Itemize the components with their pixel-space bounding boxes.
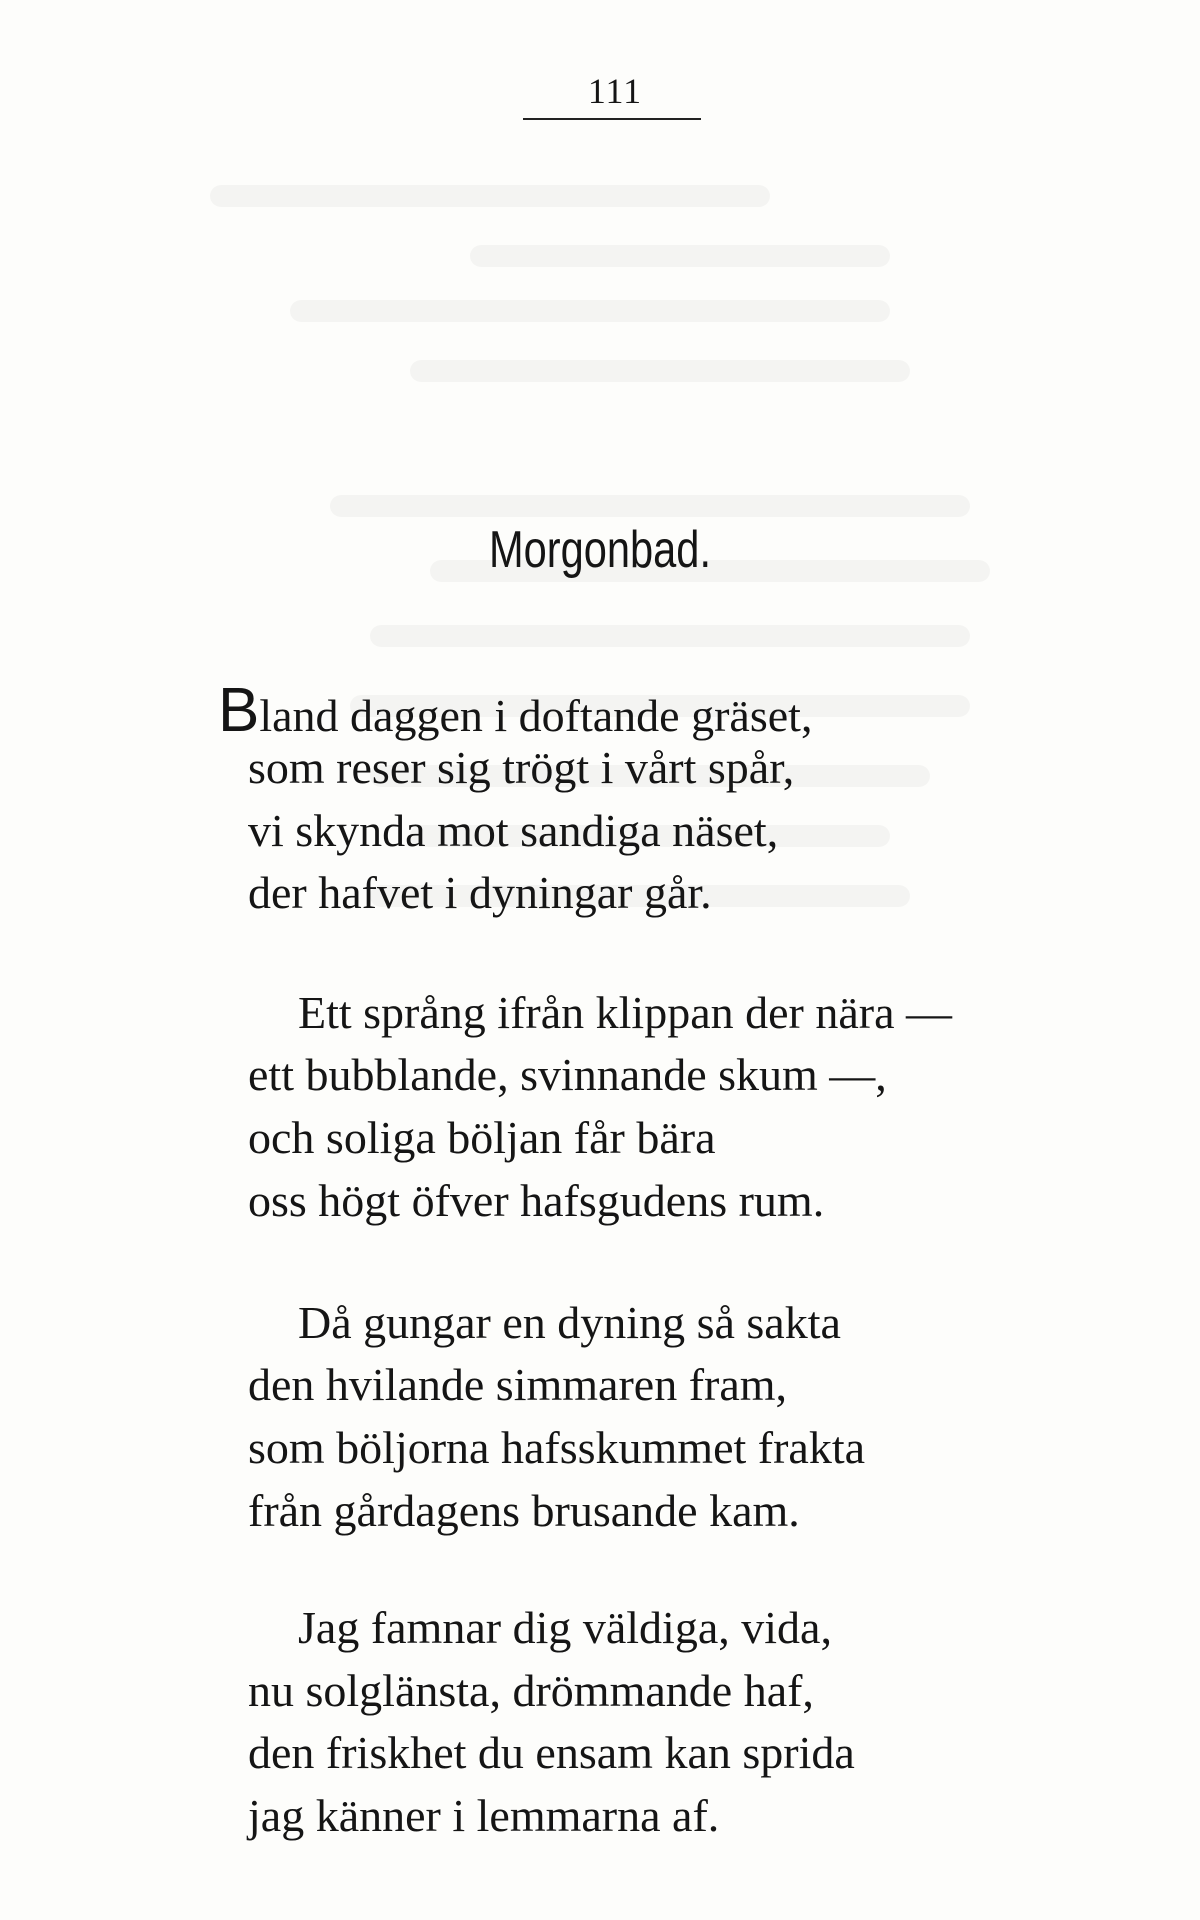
- poem-line: och soliga böljan får bära: [248, 1112, 716, 1163]
- poem-line: jag känner i lemmarna af.: [248, 1790, 720, 1841]
- poem-line: der hafvet i dyningar går.: [248, 867, 712, 918]
- poem-line: oss högt öfver hafsgudens rum.: [248, 1175, 825, 1226]
- poem-title: Morgonbad.: [488, 521, 712, 579]
- page-number-rule: [523, 118, 701, 120]
- show-through-texture: [170, 165, 1040, 1065]
- poem-line: den hvilande simmaren fram,: [248, 1359, 788, 1410]
- poem-line: vi skynda mot sandiga näset,: [248, 805, 779, 856]
- poem-line: som böljorna hafsskummet frakta: [248, 1422, 866, 1473]
- poem-line: nu solglänsta, drömmande haf,: [248, 1665, 814, 1716]
- poem-line: från gårdagens brusande kam.: [248, 1485, 800, 1536]
- poem-line: Jag famnar dig väldiga, vida,: [298, 1602, 832, 1653]
- poem-line: den friskhet du ensam kan sprida: [248, 1727, 855, 1778]
- poem-line: som reser sig trögt i vårt spår,: [248, 742, 795, 793]
- poem-line: Då gungar en dyning så sakta: [298, 1297, 841, 1348]
- poem-line: ett bubblande, svinnande skum —,: [248, 1049, 887, 1100]
- poem-line: Ett språng ifrån klippan der nära —: [298, 987, 952, 1038]
- poem-line: Bland daggen i doftande gräset,: [218, 676, 813, 745]
- page-number: 111: [587, 71, 643, 111]
- drop-cap: B: [218, 676, 260, 745]
